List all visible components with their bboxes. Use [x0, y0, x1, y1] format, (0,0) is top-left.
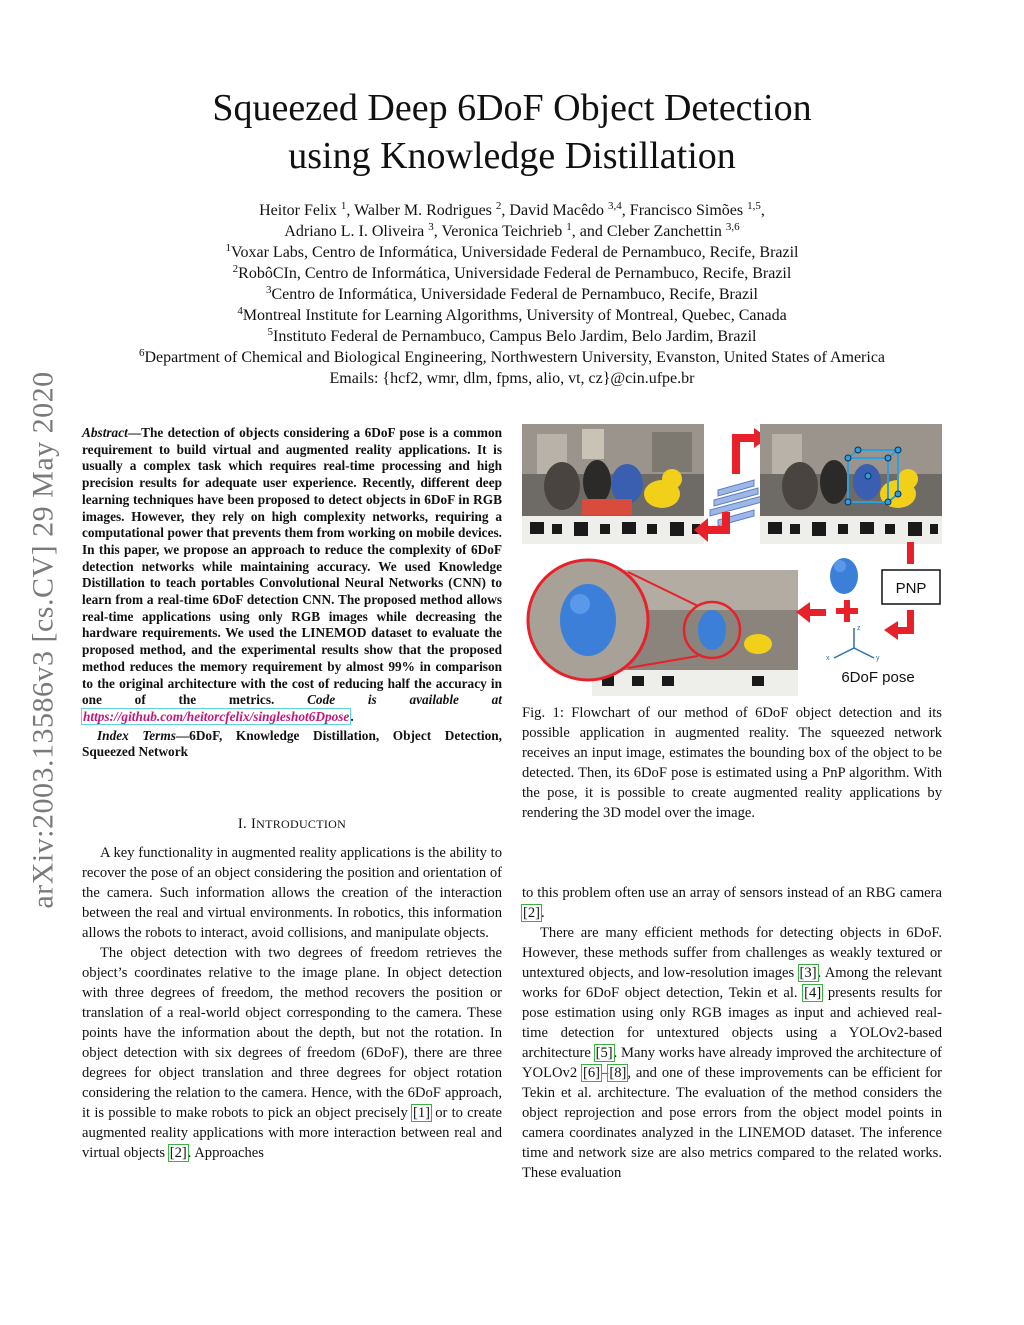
arrow-left [796, 602, 826, 623]
pose-axes [834, 628, 874, 658]
affiliation-6: $^6$Department of Chemical and Biological Engineering, Northwestern University, Evanston, United States of America [138, 347, 886, 366]
index-terms-label: Index Terms [97, 727, 176, 743]
section-heading-introduction: I. INTRODUCTION [237, 816, 347, 832]
right-paragraph-1: to this problem often use an array of sensors instead of an RBG camera [2]. [522, 885, 942, 921]
abstract-label: Abstract [82, 425, 128, 440]
network-stack-icon [710, 480, 762, 526]
abstract [82, 425, 502, 761]
axis-label: x [826, 655, 830, 662]
affiliation-1: $^1$Voxar Labs, Centro de Informática, Universidade Federal de Pernambuco, Recife, Brazil [225, 242, 799, 261]
citation-link[interactable]: [2] [523, 905, 541, 921]
author-line-2: Adriano L. I. Oliveira $^3$, Veronica Teichrieb $^1$, and Cleber Zanchettin $^{3,6}$ [284, 221, 740, 240]
emails: Emails: {hcf2, wmr, dlm, fpms, alio, vt, cz}@cin.ufpe.br [329, 370, 695, 387]
pnp-block [882, 570, 940, 604]
affiliation-3: $^3$Centro de Informática, Universidade Federal de Pernambuco, Recife, Brazil [266, 284, 758, 303]
citation-link[interactable]: [2] [169, 1145, 187, 1161]
intro-paragraph-1: A key functionality in augmented reality applications is the ability to recover the pose of an object considering the position and orientation of the camera. Such information allows the creation of the interaction between the real and virtual environments. In robotics, this information allows the robots to interact, avoid collisions, and manipulate objects. [82, 845, 502, 941]
plus-sign [836, 600, 858, 622]
affiliation-2: $^2$RobôCIn, Centro de Informática, Universidade Federal de Pernambuco, Recife, Brazil [232, 263, 792, 282]
index-terms-body: 6DoF, Knowledge Distillation, Object Detection, Squeezed Network [82, 727, 502, 760]
pnp-label: PNP [895, 580, 927, 597]
citation-link[interactable]: [1] [413, 1105, 431, 1121]
code-availability-label: Code is available at [307, 692, 503, 708]
intro-paragraph-2: The object detection with two degrees of freedom retrieves the object’s coordinates relative to the image plane. In object detection with three degrees of freedom, the method recovers the position or translation of a real-world object corresponding to the camera. These points have the information about the depth, but not the rotation. In object detection with six degrees of freedom (6DoF), there are three degrees for object translation and three degrees for object rotation considering the relation to the camera. Hence, with the 6DoF approach, it is possible to make robots to pick an object precisely [1] or to create augmented reality applications with more interaction between real and virtual objects [2]. Approaches [82, 945, 502, 1161]
zoom-detail-image [528, 560, 798, 696]
output-image-photo [760, 424, 942, 544]
title-line-1: Squeezed Deep 6DoF Object Detection [212, 87, 812, 129]
flowchart-illustration [522, 424, 942, 696]
index-terms: Index Terms—6DoF, Knowledge Distillation, Object Detection, Squeezed Network [82, 727, 502, 760]
axis-label: y [876, 655, 880, 662]
paper-title [100, 84, 924, 180]
arxiv-side-stamp [20, 340, 68, 940]
figure-1-caption: Fig. 1: Flowchart of our method of 6DoF object detection and its possible application in augmented reality. The squeezed network receives an input image, estimates the bounding box of the object to be detected. Then, its 6DoF pose is estimated using a PnP algorithm. With the pose, it is possible to create augmented reality applications by rendering the 3D model over the image. [522, 705, 942, 821]
author-block [80, 200, 944, 389]
right-column-text [522, 883, 942, 1183]
figure-1 [522, 424, 942, 696]
citation-link[interactable]: [6] [583, 1065, 601, 1081]
input-image-photo [522, 424, 704, 544]
title-line-2: using Knowledge Distillation [288, 135, 736, 177]
citation-link[interactable]: [5] [595, 1045, 613, 1061]
abstract-paragraph: Abstract—The detection of objects considering a 6DoF pose is a common requirement to build virtual and augmented reality applications. It is usually a complex task which requires real-time processing and high precision results for adequate user experience. Recently, different deep learning techniques have been proposed to detect objects in 6DoF in RGB images. However, they rely on high complexity networks, requiring a computational power that prevents them from working on mobile devices. In this paper, we propose an approach to reduce the complexity of 6DoF detection networks while maintaining accuracy. We used Knowledge Distillation to teach portables Convolutional Neural Networks (CNN) to learn from a real-time 6DoF detection CNN. The proposed method allows real-time applications using only RGB images while decreasing the hardware requirements. We used the LINEMOD dataset to evaluate the proposed method, and the experimental results show that the proposed method reduces the memory requirement by almost 99% in comparison to the original architecture with the cost of reducing half the accuracy in one of the metrics. Code is available at https://github.com/heitorcfelix/singleshot6Dpose. [82, 425, 503, 724]
citation-link[interactable]: [3] [799, 965, 817, 981]
abstract-body: The detection of objects considering a 6DoF pose is a common requirement to build virtual and augmented reality applications. It is usually a complex task which requires real-time processing and high precision results for adequate user experience. Recently, different deep learning techniques have been proposed to detect objects in 6DoF in RGB images. However, they rely on high complexity networks, requiring a computational power that prevents them from working on mobile devices. In this paper, we propose an approach to reduce the complexity of 6DoF detection networks while maintaining accuracy. We used Knowledge Distillation to teach portables Convolutional Neural Networks (CNN) to learn from a real-time 6DoF detection CNN. The proposed method allows real-time applications using only RGB images while decreasing the hardware requirements. We used the LINEMOD dataset to evaluate the proposed method, and the experimental results show that the proposed method reduces the memory requirement by almost 99% in comparison to the original architecture with the cost of reducing half the accuracy in one of the metrics. [82, 425, 502, 708]
arxiv-id: arXiv:2003.13586v3 [cs.CV] 29 May 2020 [27, 371, 60, 909]
axis-label: z [857, 625, 861, 632]
affiliation-5: $^5$Instituto Federal de Pernambuco, Campus Belo Jardim, Belo Jardim, Brazil [267, 326, 757, 345]
introduction-text [82, 843, 502, 1163]
citation-link[interactable]: [4] [804, 985, 822, 1001]
affiliation-4: $^4$Montreal Institute for Learning Algorithms, University of Montreal, Quebec, Canada [237, 305, 787, 324]
code-url-link[interactable]: https://github.com/heitorcfelix/singleshot6Dpose [83, 708, 350, 724]
author-line-1: Heitor Felix $^1$, Walber M. Rodrigues $^2$, David Macêdo $^{3,4}$, Francisco Simões $^{1,5}$, [259, 200, 765, 219]
citation-link[interactable]: [8] [609, 1065, 627, 1081]
pose-label: 6DoF pose [841, 669, 915, 686]
3d-model-render [830, 558, 858, 594]
right-paragraph-2: There are many efficient methods for detecting objects in 6DoF. However, these methods suffer from challenges as weakly textured or untextured objects, and low-resolution images [3]. Among the relevant works for 6DoF object detection, Tekin et al. [4] presents results for pose estimation using only RGB images as input and achieved real-time detection for untextured objects using a YOLOv2-based architecture [5]. Many works have already improved the architecture of YOLOv2 [6]–[8], and one of these improvements can be efficient for Tekin et al. architecture. The evaluation of the method considers the object reprojection and pose errors from the object model points in camera coordinates analyzed in the LINEMOD dataset. The inference time and network size are also metrics compared to the related works. These evaluation [522, 925, 943, 1181]
